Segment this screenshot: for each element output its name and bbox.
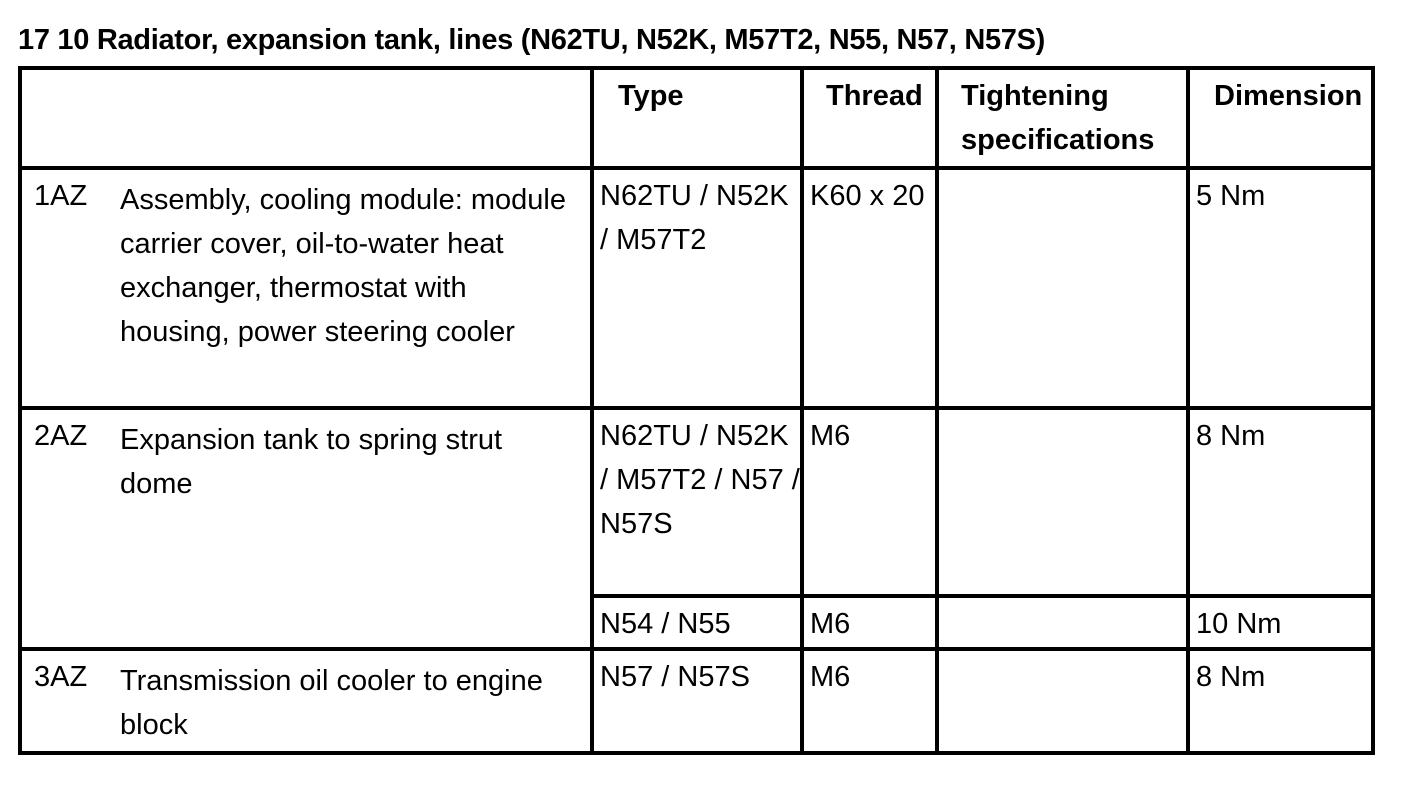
cell-tightening <box>937 408 1188 596</box>
cell-dimension: 10 Nm <box>1188 596 1373 649</box>
header-thread: Thread <box>802 68 937 168</box>
cell-type: N62TU / N52K / M57T2 / N57 / N57S <box>592 408 802 596</box>
row-description: Assembly, cooling module: module carrier cover, oil-to-water heat exchanger, thermostat with housing, power steering cooler <box>120 184 566 348</box>
header-type: Type <box>592 68 802 168</box>
cell-thread: K60 x 20 <box>802 168 937 408</box>
cell-thread: M6 <box>802 408 937 596</box>
row-description: Transmission oil cooler to engine block <box>120 665 543 741</box>
header-description <box>20 68 592 168</box>
cell-tightening <box>937 168 1188 408</box>
table-row <box>20 168 1373 408</box>
cell-type: N62TU / N52K / M57T2 <box>592 168 802 408</box>
page-title: 17 10 Radiator, expansion tank, lines (N62TU, N52K, M57T2, N55, N57, N57S) <box>18 24 1046 56</box>
row-description-cell <box>20 168 592 408</box>
cell-tightening <box>937 596 1188 649</box>
cell-thread: M6 <box>802 596 937 649</box>
row-id: 2AZ <box>34 420 88 452</box>
cell-dimension: 8 Nm <box>1188 649 1373 753</box>
row-description-cell <box>20 649 592 753</box>
table-row <box>20 649 1373 753</box>
cell-tightening <box>937 649 1188 753</box>
cell-dimension: 8 Nm <box>1188 408 1373 596</box>
row-id: 1AZ <box>34 180 88 212</box>
cell-thread: M6 <box>802 649 937 753</box>
header-dimension: Dimension <box>1188 68 1373 168</box>
cell-type: N57 / N57S <box>592 649 802 753</box>
header-tightening-line1: Tightening <box>961 80 1109 112</box>
cell-type: N54 / N55 <box>592 596 802 649</box>
row-description: Expansion tank to spring strut dome <box>120 424 503 500</box>
table-header-row <box>20 68 1373 168</box>
row-id: 3AZ <box>34 661 88 693</box>
cell-dimension: 5 Nm <box>1188 168 1373 408</box>
tightening-spec-table <box>18 66 1375 755</box>
header-tightening-specifications <box>937 68 1188 168</box>
table-row <box>20 408 1373 596</box>
header-tightening-line2: specifications <box>961 124 1155 156</box>
row-description-cell <box>20 408 592 649</box>
